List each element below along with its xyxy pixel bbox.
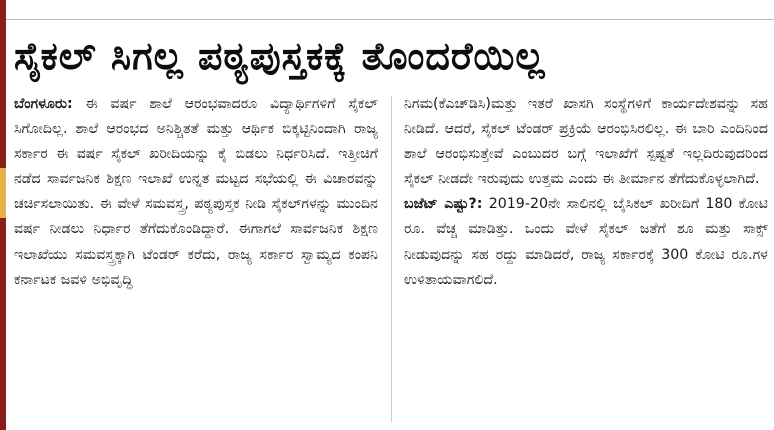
top-rule [0, 0, 774, 20]
article-column-right [404, 92, 768, 426]
column-divider [391, 96, 392, 422]
article-column-left [14, 92, 378, 426]
page-edge-bar [0, 0, 6, 430]
right-body-text: 2019-20ನೇ ಸಾಲಿನಲ್ಲಿ ಬೈಸಿಕಲ್ ಖರೀದಿಗೆ 180 ಕೋಟಿ ರೂ. ವೆಚ್ಚ ಮಾಡಿತ್ತು. ಒಂದು ವೇಳೆ ಸೈಕಲ್ ಜತೆಗೆ ಶೂ ಮತ್ತು ಸಾಕ್ಸ್ ನೀಡುವುದನ್ನು ಸಹ ರದ್ದು ಮಾಡಿದರೆ, ರಾಜ್ಯ ಸರ್ಕಾರಕ್ಕೆ 300 ಕೋಟಿ ರೂ.ಗಳ ಉಳಿತಾಯವಾಗಲಿದೆ. [404, 196, 768, 288]
article-paragraph-1 [14, 92, 378, 293]
article-paragraph-3 [404, 192, 768, 292]
article-paragraph-2: ನಿಗಮ(ಕೆಎಚ್‌ಡಿಸಿ)ಮತ್ತು ಇತರೆ ಖಾಸಗಿ ಸಂಸ್ಥೆಗಳಿಗೆ ಕಾರ್ಯದೇಶವನ್ನು ಸಹ ನೀಡಿದೆ. ಆದರೆ, ಸೈಕಲ್ ಟೆಂಡರ್ ಪ್ರಕ್ರಿಯೆ ಆರಂಭಿಸಿರಲಿಲ್ಲ. ಈ ಬಾರಿ ಎಂದಿನಿಂದ ಶಾಲೆ ಆರಂಭಿಸುತ್ತೇವೆ ಎಂಬುದರ ಬಗ್ಗೆ ಇಲಾಖೆಗೆ ಸ್ಪಷ್ಟತೆ ಇಲ್ಲದಿರುವುದರಿಂದ ಸೈಕಲ್ ನೀಡದೇ ಇರುವುದು ಉತ್ತಮ ಎಂದು ಈ ತೀರ್ಮಾನ ತೆಗೆದುಕೊಳ್ಳಲಾಗಿದೆ. [404, 96, 768, 188]
left-body-text: ಈ ವರ್ಷ ಶಾಲೆ ಆರಂಭವಾದರೂ ವಿದ್ಯಾರ್ಥಿಗಳಿಗೆ ಸೈಕಲ್ ಸಿಗೋದಿಲ್ಲ. ಶಾಲೆ ಆರಂಭದ ಅನಿಶ್ಚಿತತೆ ಮತ್ತು ಆರ್ಥಿಕ ಬಿಕ್ಕಟ್ಟಿನಿಂದಾಗಿ ರಾಜ್ಯ ಸರ್ಕಾರ ಈ ವರ್ಷ ಸೈಕಲ್ ಖರೀದಿಯನ್ನು ಕೈ ಬಿಡಲು ನಿರ್ಧರಿಸಿದೆ. ಇತ್ತೀಚಿಗೆ ನಡೆದ ಸಾರ್ವಜನಿಕ ಶಿಕ್ಷಣ ಇಲಾಖೆ ಉನ್ನತ ಮಟ್ಟದ ಸಭೆಯಲ್ಲಿ ಈ ವಿಚಾರವನ್ನು ಚರ್ಚಿಸಲಾಯಿತು. ಈ ವೇಳೆ ಸಮವಸ್ತ್ರ, ಪಠ್ಯಪುಸ್ತಕ ನೀಡಿ ಸೈಕಲ್‌ಗಳನ್ನು ಮುಂದಿನ ವರ್ಷ ನೀಡಲು ನಿರ್ಧಾರ ತೆಗೆದುಕೊಂಡಿದ್ದಾರೆ. ಈಗಾಗಲೆ ಸಾರ್ವಜನಿಕ ಶಿಕ್ಷಣ ಇಲಾಖೆಯು ಸಮವಸ್ತ್ರಕ್ಕಾಗಿ ಟೆಂಡರ್ ಕರೆದು, ರಾಜ್ಯ ಸರ್ಕಾರ ಸ್ವಾಮ್ಯದ ಕಂಪನಿ ಕರ್ನಾಟಕ ಜವಳಿ ಅಭಿವೃದ್ಧಿ [14, 96, 378, 288]
article-headline: ಸೈಕಲ್ ಸಿಗಲ್ಲ ಪಠ್ಯಪುಸ್ತಕಕ್ಕೆ ತೊಂದರೆಯಿಲ್ಲ [14, 34, 546, 78]
dateline: ಬೆಂಗಳೂರು: [14, 96, 73, 112]
subhead-budget: ಬಜೆಟ್ ಎಷ್ಟು?: [404, 196, 483, 213]
